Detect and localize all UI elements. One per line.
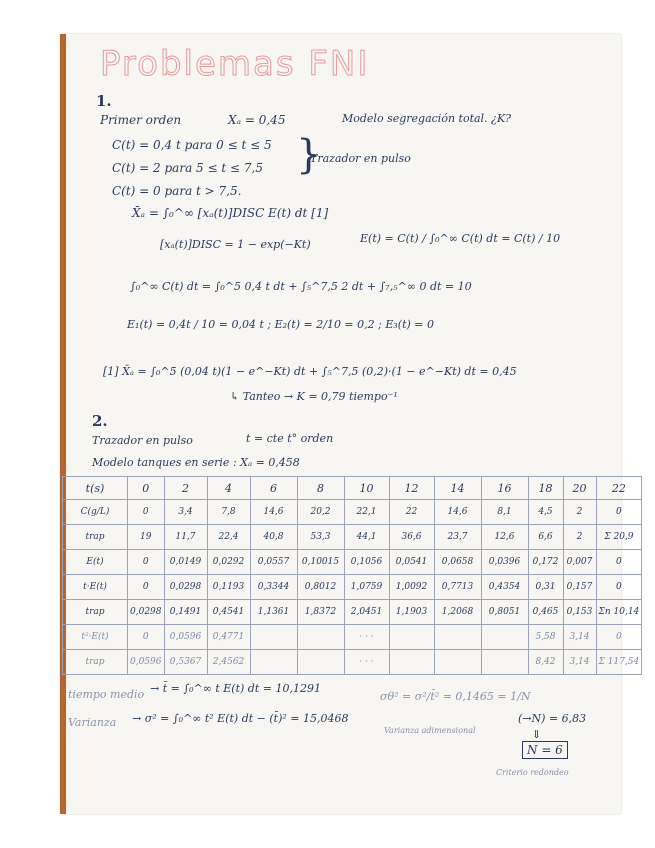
table-cell: 0,4354 [481, 575, 528, 600]
table-header-cell: 14 [434, 477, 481, 500]
p1-eq1: X̄ₐ = ∫₀^∞ [xₐ(t)]DISC E(t) dt [1] [132, 206, 329, 220]
table-row [63, 600, 642, 625]
table-cell: 1,2068 [434, 600, 481, 625]
table-header-cell: 4 [207, 477, 250, 500]
table-header-cell: 18 [528, 477, 563, 500]
table-cell: 1,0092 [389, 575, 434, 600]
table-cell: 1,8372 [297, 600, 344, 625]
table-cell: 0,10015 [297, 550, 344, 575]
table-cell: 0,8012 [297, 575, 344, 600]
table-cell [434, 650, 481, 675]
table-row [63, 477, 642, 500]
table-cell: 0 [596, 500, 642, 525]
table-cell: · · · [344, 625, 389, 650]
table-cell: 22,1 [344, 500, 389, 525]
table-cell: 0 [128, 500, 165, 525]
table-cell: 4,5 [528, 500, 563, 525]
p1-c3: C(t) = 0 para t > 7,5. [112, 184, 242, 198]
down-arrow-icon: ⇓ [532, 728, 542, 741]
table-cell [434, 625, 481, 650]
table-cell: 14,6 [250, 500, 297, 525]
table-cell: 0 [596, 575, 642, 600]
table-cell: Σ 20,9 [596, 525, 642, 550]
p1-eq7: ↳ Tanteo → K = 0,79 tiempo⁻¹ [230, 390, 398, 403]
table-cell: 7,8 [207, 500, 250, 525]
table-cell: 0,0298 [128, 600, 165, 625]
table-cell: 53,3 [297, 525, 344, 550]
p1-conversion: Xₐ = 0,45 [228, 113, 286, 127]
p1-eq5: E₁(t) = 0,4t / 10 = 0,04 t ; E₂(t) = 2/10 = 0,2 ; E₃(t) = 0 [127, 318, 434, 331]
table-cell: 8,42 [528, 650, 563, 675]
table-cell: 0,172 [528, 550, 563, 575]
table-cell: 0,4771 [207, 625, 250, 650]
p1-eq6: [1] X̄ₐ = ∫₀^5 (0,04 t)(1 − e^−Kt) dt + ∫₅^7,5 (0,2)·(1 − e^−Kt) dt = 0,45 [103, 365, 517, 378]
table-cell: trap [63, 650, 128, 675]
data-table [62, 476, 642, 675]
table-header-cell: 0 [128, 477, 165, 500]
p1-order-label: Primer orden [100, 113, 182, 127]
brace-icon: } [296, 132, 322, 178]
table-cell: 22 [389, 500, 434, 525]
table-cell: 22,4 [207, 525, 250, 550]
p1-eq4: ∫₀^∞ C(t) dt = ∫₀^5 0,4 t dt + ∫₅^7,5 2 dt + ∫₇,₅^∞ 0 dt = 10 [130, 280, 472, 293]
table-header-cell: 10 [344, 477, 389, 500]
table-cell: 2,4562 [207, 650, 250, 675]
table-cell: 0,1056 [344, 550, 389, 575]
table-cell: 6,6 [528, 525, 563, 550]
p1-eq3: E(t) = C(t) / ∫₀^∞ C(t) dt = C(t) / 10 [360, 232, 561, 245]
table-cell: 5,58 [528, 625, 563, 650]
table-cell: 0,007 [563, 550, 596, 575]
table-cell: 36,6 [389, 525, 434, 550]
table-cell [389, 625, 434, 650]
table-row [63, 575, 642, 600]
table-cell: 0,0298 [164, 575, 207, 600]
table-cell: t·E(t) [63, 575, 128, 600]
table-cell: 2 [563, 525, 596, 550]
table-cell: 0,0596 [164, 625, 207, 650]
table-cell: t²·E(t) [63, 625, 128, 650]
table-cell: 44,1 [344, 525, 389, 550]
table-cell: 40,8 [250, 525, 297, 550]
problem-1-number: 1. [96, 92, 112, 110]
variance-eq: → σ² = ∫₀^∞ t² E(t) dt − (t̄)² = 15,0468 [132, 712, 349, 725]
table-cell: 0,157 [563, 575, 596, 600]
table-cell: 0,8051 [481, 600, 528, 625]
table-row [63, 550, 642, 575]
table-cell: trap [63, 600, 128, 625]
n-result-box: N = 6 [522, 741, 568, 759]
table-row [63, 650, 642, 675]
table-cell: · · · [344, 650, 389, 675]
p1-eq2: [xₐ(t)]DISC = 1 − exp(−Kt) [160, 238, 311, 251]
page-title: Problemas FNI [100, 44, 370, 84]
table-cell: 2,0451 [344, 600, 389, 625]
table-cell: 23,7 [434, 525, 481, 550]
table-cell: trap [63, 525, 128, 550]
table-cell: 0 [128, 550, 165, 575]
table-cell: 8,1 [481, 500, 528, 525]
table-header-cell: 2 [164, 477, 207, 500]
p2-order: t = cte t° orden [246, 432, 334, 445]
p1-model: Modelo segregación total. ¿K? [342, 112, 512, 125]
table-header-cell: 6 [250, 477, 297, 500]
table-cell: 11,7 [164, 525, 207, 550]
table-cell: 0,1491 [164, 600, 207, 625]
table-cell [481, 650, 528, 675]
table-cell: 0,0557 [250, 550, 297, 575]
table-cell: 0,0149 [164, 550, 207, 575]
problem-2-number: 2. [92, 412, 108, 430]
table-cell: 0 [596, 550, 642, 575]
table-cell: 1,0759 [344, 575, 389, 600]
table-cell: 2 [563, 500, 596, 525]
n-value: (→N) = 6,83 [518, 712, 587, 725]
table-cell [250, 625, 297, 650]
table-row [63, 625, 642, 650]
table-cell: 3,4 [164, 500, 207, 525]
table-cell [297, 650, 344, 675]
p2-tracer: Trazador en pulso [92, 434, 193, 447]
p1-c1: C(t) = 0,4 t para 0 ≤ t ≤ 5 [112, 138, 272, 152]
table-cell: 14,6 [434, 500, 481, 525]
table-cell: E(t) [63, 550, 128, 575]
table-cell [389, 650, 434, 675]
sigma-theta-label: Varianza adimensional [384, 726, 476, 735]
variance-label: Varianza [68, 716, 117, 729]
table-cell: 0,0596 [128, 650, 165, 675]
p2-model: Modelo tanques en serie : Xₐ = 0,458 [92, 456, 300, 469]
table-header-cell: 12 [389, 477, 434, 500]
table-cell: 3,14 [563, 650, 596, 675]
table-cell: 12,6 [481, 525, 528, 550]
table-header-cell: 16 [481, 477, 528, 500]
table-row [63, 525, 642, 550]
table-row [63, 500, 642, 525]
table-cell: 0,0658 [434, 550, 481, 575]
table-cell [481, 625, 528, 650]
table-cell: 0,0396 [481, 550, 528, 575]
table-cell: 0,3344 [250, 575, 297, 600]
table-header-cell: t(s) [63, 477, 128, 500]
table-cell: 3,14 [563, 625, 596, 650]
table-cell: 0 [128, 575, 165, 600]
table-cell: 1,1903 [389, 600, 434, 625]
p1-tracer: Trazador en pulso [310, 152, 411, 165]
table-cell: Σn 10,14 [596, 600, 642, 625]
table-cell: 1,1361 [250, 600, 297, 625]
table-cell: 0,0541 [389, 550, 434, 575]
table-header-cell: 20 [563, 477, 596, 500]
table-cell [250, 650, 297, 675]
rounding-label: Criterio redondeo [496, 768, 569, 777]
table-header-cell: 8 [297, 477, 344, 500]
table-cell: 0,0292 [207, 550, 250, 575]
table-cell: 0 [596, 625, 642, 650]
sigma-theta-eq: σθ² = σ²/t̄² = 0,1465 = 1/N [380, 690, 531, 703]
table-cell: 0,7713 [434, 575, 481, 600]
table-cell: 0,4541 [207, 600, 250, 625]
table-cell: 0,153 [563, 600, 596, 625]
table-header-cell: 22 [596, 477, 642, 500]
table-cell: 0,1193 [207, 575, 250, 600]
table-cell: C(g/L) [63, 500, 128, 525]
table-cell: 20,2 [297, 500, 344, 525]
mean-time-eq: → t̄ = ∫₀^∞ t E(t) dt = 10,1291 [150, 682, 321, 695]
table-cell: 0,31 [528, 575, 563, 600]
table-cell: Σ 117,54 [596, 650, 642, 675]
table-cell [297, 625, 344, 650]
mean-time-label: tiempo medio [68, 688, 145, 701]
p1-c2: C(t) = 2 para 5 ≤ t ≤ 7,5 [112, 161, 263, 175]
table-cell: 0 [128, 625, 165, 650]
table-cell: 0,5367 [164, 650, 207, 675]
table-cell: 0,465 [528, 600, 563, 625]
table-cell: 19 [128, 525, 165, 550]
